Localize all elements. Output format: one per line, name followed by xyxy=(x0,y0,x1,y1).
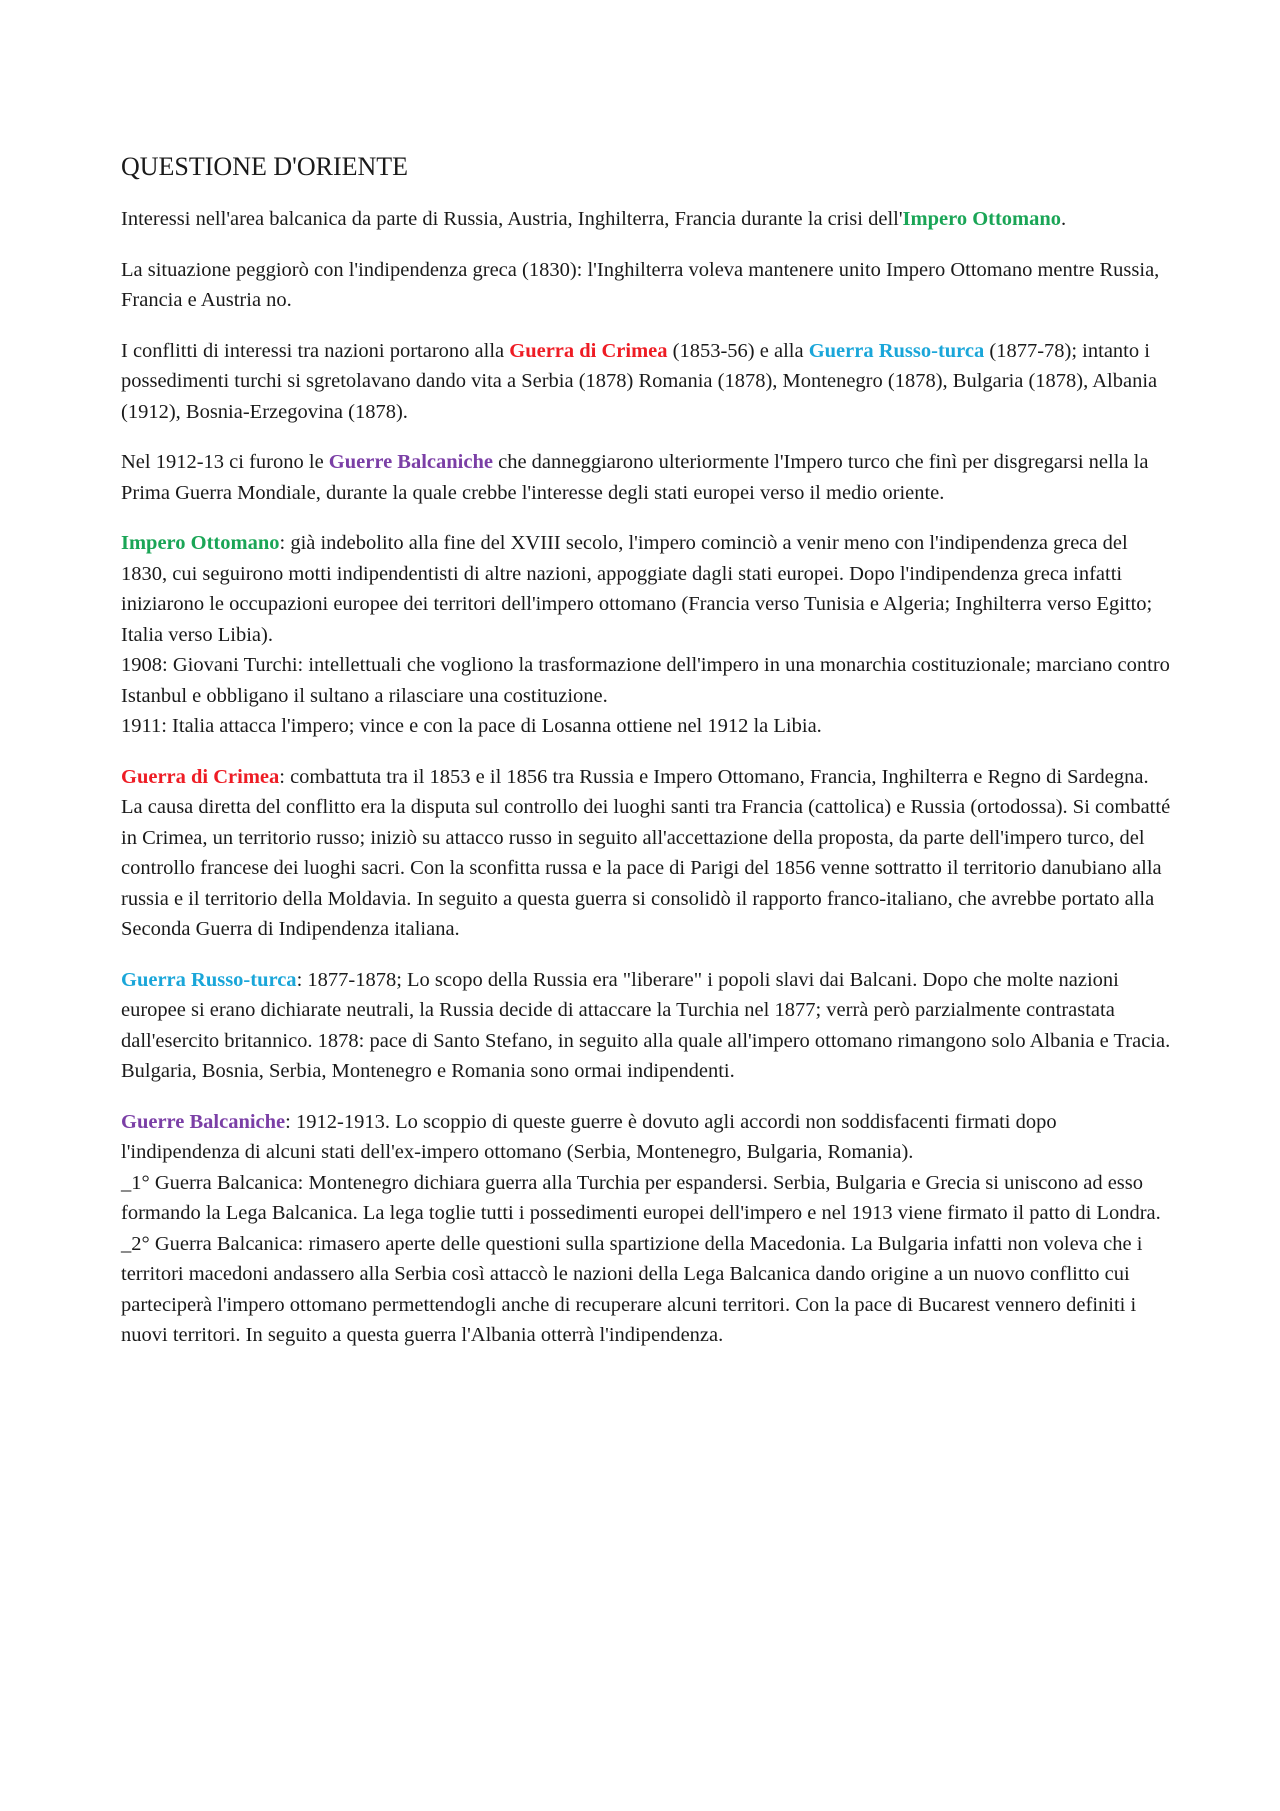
paragraph-guerre-balcaniche-intro xyxy=(121,447,1171,508)
heading-guerra-russo-turca: Guerra Russo-turca xyxy=(121,968,297,991)
line-seconda-guerra-balcanica: _2° Guerra Balcanica: rimasero aperte delle questioni sulla spartizione della Macedonia. La Bulgaria infatti non voleva che i territori macedoni andassero alla Serbia così attaccò le nazioni della Lega Balcanica dando origine a un nuovo conflitto cui parteciperà l'impero ottomano permettendogli anche di recuperare alcuni territori. Con la pace di Bucarest vennero definiti i nuovi territori. In seguito a questa guerra l'Albania otterrà l'indipendenza. xyxy=(121,1232,1143,1346)
keyword-guerra-di-crimea: Guerra di Crimea xyxy=(509,339,668,362)
keyword-guerre-balcaniche: Guerre Balcaniche xyxy=(328,451,493,473)
paragraph-conflitti-text-c: (1877-78); intanto i possedimenti turchi si sgretolavano dando vita a Serbia (1878) Romania (1878), Montenegro (1878), Bulgaria (1878), Albania (1912), Bosnia-Erzegovina (1878). xyxy=(121,339,1158,423)
paragraph-balcaniche-text-b: che danneggiarono ulteriormente l'Impero turco che finì per disgregarsi nella la Prima Guerra Mondiale, durante la quale crebbe l'interesse degli stati europei verso il medio oriente. xyxy=(121,451,1149,504)
section-guerra-di-crimea xyxy=(121,762,1171,945)
line-1911: 1911: Italia attacca l'impero; vince e con la pace di Losanna ottiene nel 1912 la Libia. xyxy=(121,715,822,737)
section-impero-ottomano xyxy=(121,528,1171,742)
paragraph-intro-end: . xyxy=(1061,208,1067,230)
heading-guerra-di-crimea: Guerra di Crimea xyxy=(121,765,280,788)
heading-impero-ottomano: Impero Ottomano xyxy=(121,532,280,554)
section-guerra-russo-turca xyxy=(121,965,1171,1087)
paragraph-conflitti-text-b: (1853-56) e alla xyxy=(667,339,809,362)
paragraph-conflitti-text-a: I conflitti di interessi tra nazioni portarono alla xyxy=(121,339,510,362)
line-1908: 1908: Giovani Turchi: intellettuali che vogliono la trasformazione dell'impero in una monarchia costituzionale; marciano contro Istanbul e obbligano il sultano a rilasciare una costituzione. xyxy=(121,654,1170,707)
paragraph-intro-text: Interessi nell'area balcanica da parte di Russia, Austria, Inghilterra, Francia durante la crisi dell' xyxy=(121,208,903,230)
heading-guerre-balcaniche: Guerre Balcaniche xyxy=(121,1110,286,1133)
keyword-impero-ottomano: Impero Ottomano xyxy=(902,208,1062,230)
section-guerre-balcaniche-text: : 1912-1913. Lo scoppio di queste guerre è dovuto agli accordi non soddisfacenti firmati dopo l'indipendenza di alcuni stati dell'ex-impero ottomano (Serbia, Montenegro, Bulgaria, Romania). xyxy=(121,1110,1057,1163)
paragraph-conflitti xyxy=(121,336,1171,428)
paragraph-situazione: La situazione peggiorò con l'indipendenza greca (1830): l'Inghilterra voleva mantenere unito Impero Ottomano mentre Russia, Francia e Austria no. xyxy=(121,258,1160,311)
keyword-guerra-russo-turca: Guerra Russo-turca xyxy=(808,339,985,362)
section-guerre-balcaniche xyxy=(121,1107,1171,1351)
section-impero-ottomano-text: : già indebolito alla fine del XVIII secolo, l'impero cominciò a venir meno con l'indipendenza greca del 1830, cui seguirono motti indipendentisti di altre nazioni, appoggiate dagli stati europei. Dopo l'indipendenza greca infatti iniziarono le occupazioni europee dei territori dell'impero ottomano (Francia verso Tunisia e Algeria; Inghilterra verso Egitto; Italia verso Libia). xyxy=(121,532,1153,646)
paragraph-balcaniche-text-a: Nel 1912-13 ci furono le xyxy=(121,451,329,473)
line-prima-guerra-balcanica: _1° Guerra Balcanica: Montenegro dichiara guerra alla Turchia per espandersi. Serbia, Bulgaria e Grecia si uniscono ad esso formando la Lega Balcanica. La lega toglie tutti i possedimenti europei dell'impero e nel 1913 viene firmato il patto di Londra. xyxy=(121,1171,1161,1224)
section-guerra-di-crimea-text: : combattuta tra il 1853 e il 1856 tra Russia e Impero Ottomano, Francia, Inghilterra e Regno di Sardegna. La causa diretta del conflitto era la disputa sul controllo dei luoghi santi tra Francia (cattolica) e Russia (ortodossa). Si combatté in Crimea, un territorio russo; iniziò su attacco russo in seguito all'accettazione della proposta, da parte dell'impero turco, del controllo francese dei luoghi sacri. Con la sconfitta russa e la pace di Parigi del 1856 venne sottratto il territorio danubiano alla russia e il territorio della Moldavia. In seguito a questa guerra si consolidò il rapporto franco-italiano, che avrebbe portato alla Seconda Guerra di Indipendenza italiana. xyxy=(121,765,1171,940)
document-page xyxy=(121,150,1171,1371)
document-title: QUESTIONE D'ORIENTE xyxy=(121,152,409,181)
paragraph-intro xyxy=(121,204,1171,235)
section-guerra-russo-turca-text: : 1877-1878; Lo scopo della Russia era "liberare" i popoli slavi dai Balcani. Dopo che molte nazioni europee si erano dichiarate neutrali, la Russia decide di attaccare la Turchia nel 1877; verrà però parzialmente contrastata dall'esercito britannico. 1878: pace di Santo Stefano, in seguito alla quale all'impero ottomano rimangono solo Albania e Tracia. Bulgaria, Bosnia, Serbia, Montenegro e Romania sono ormai indipendenti. xyxy=(121,968,1171,1082)
